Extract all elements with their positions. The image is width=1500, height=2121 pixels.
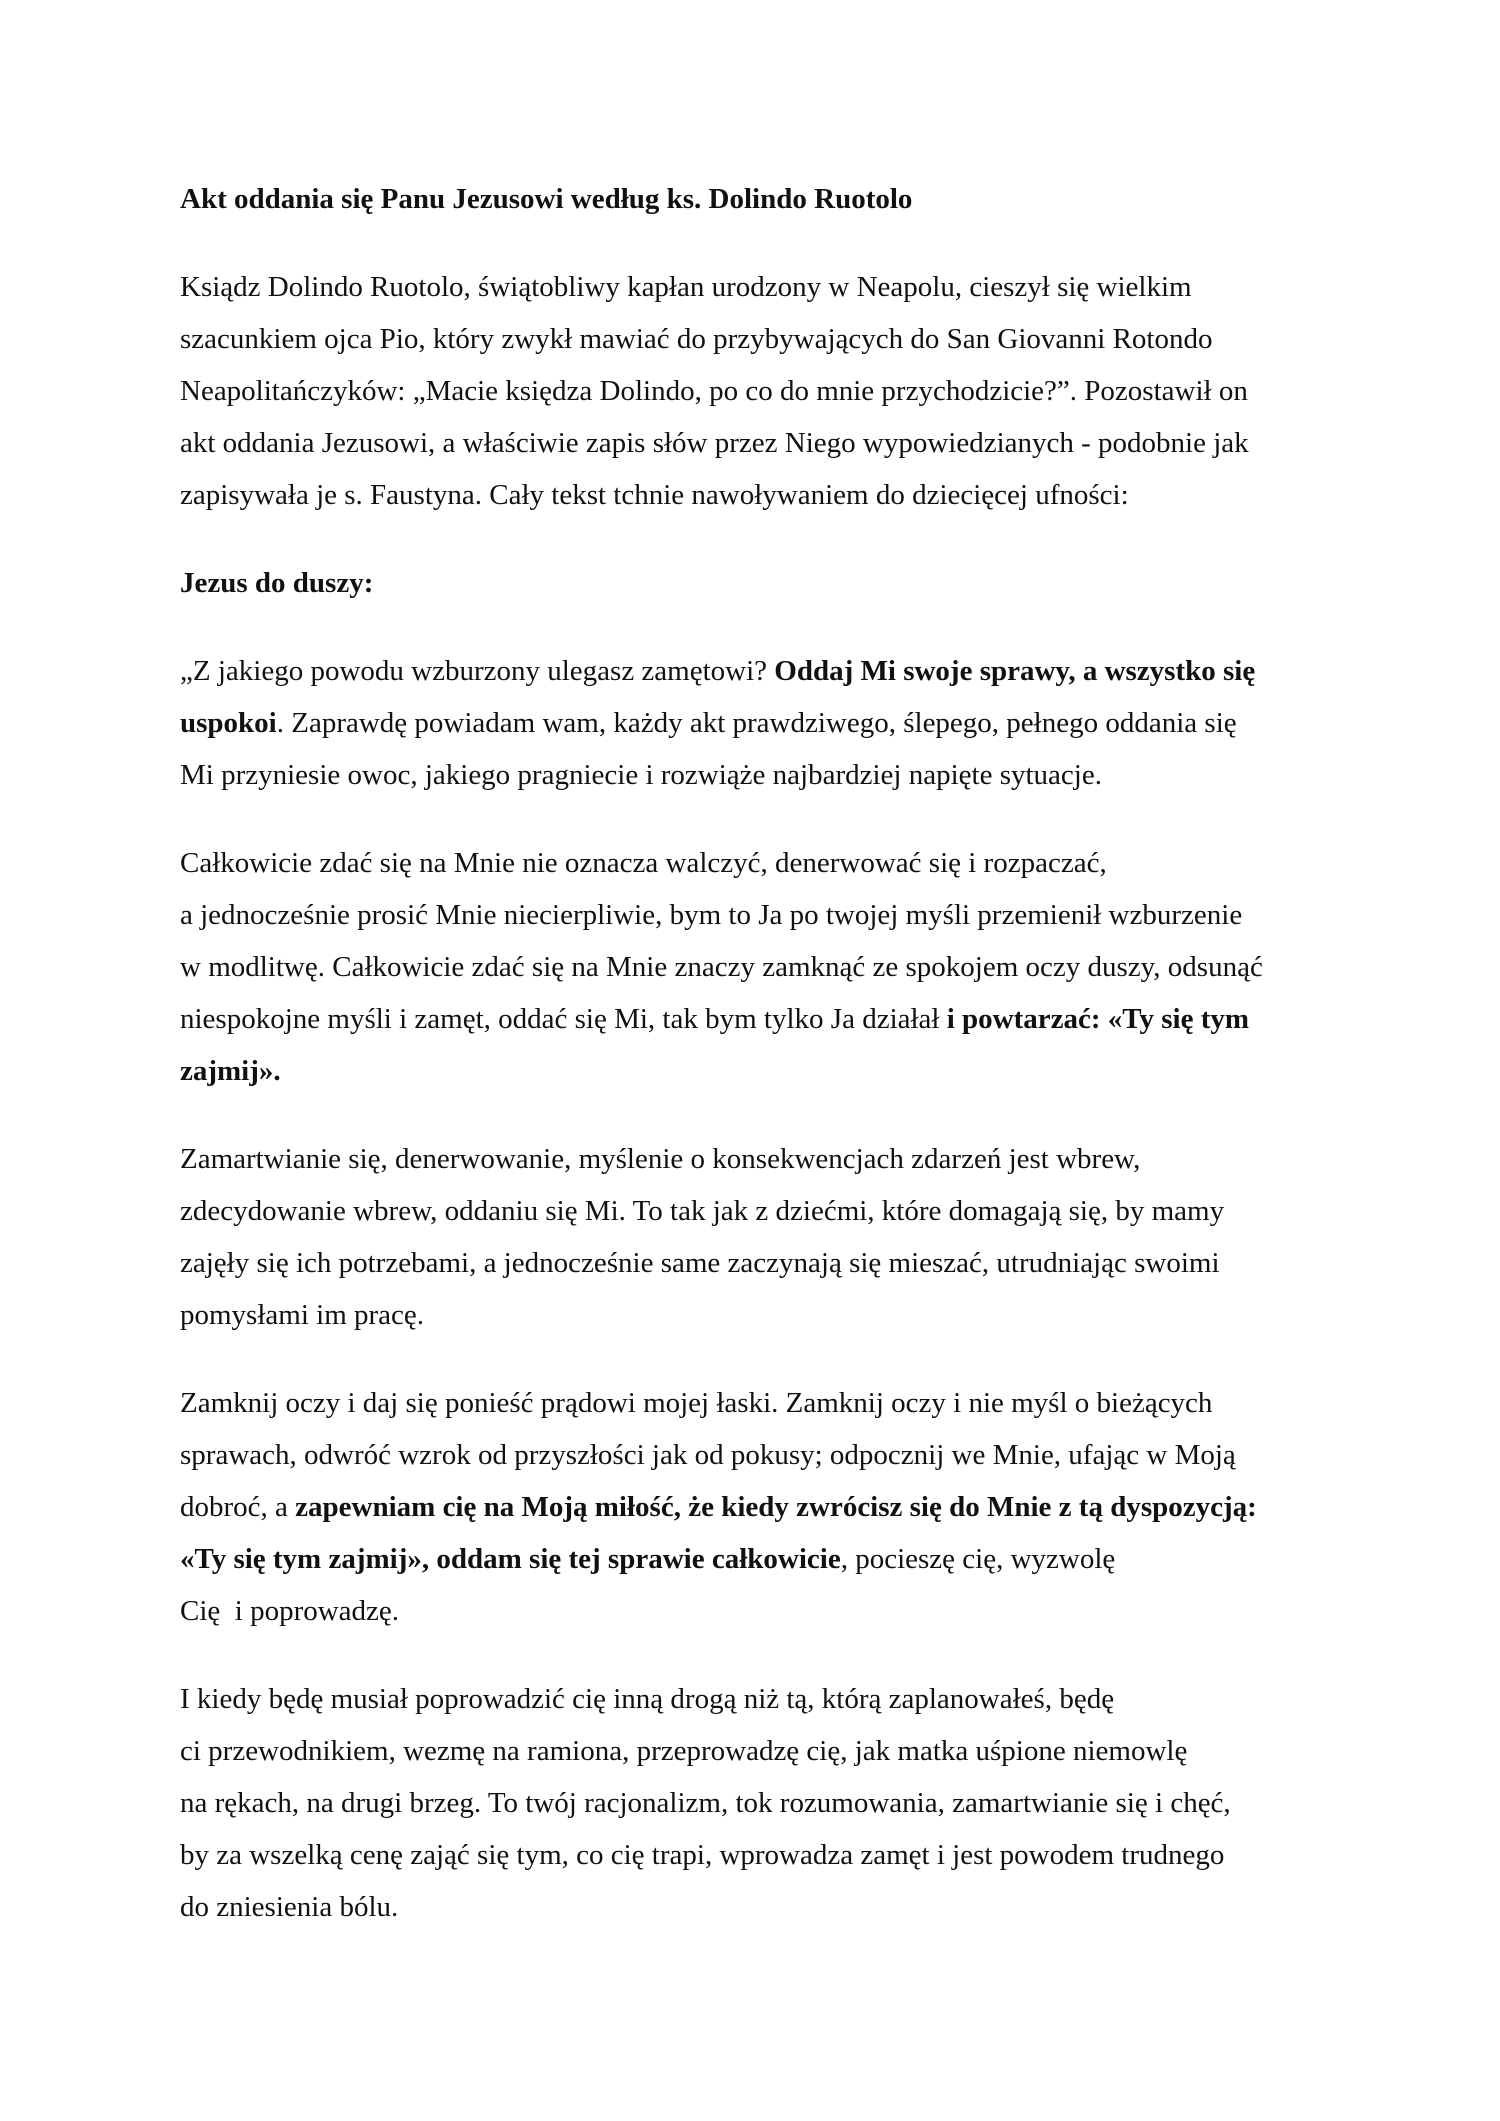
text-segment: zapisywała je s. Faustyna. Cały tekst tchnie nawoływaniem do dziecięcej ufności:	[180, 479, 1129, 511]
bold-text: Jezus do duszy:	[180, 567, 374, 599]
bold-text: «Ty się tym zajmij», oddam się tej sprawie całkowicie	[180, 1543, 841, 1575]
text-segment: pomysłami im pracę.	[180, 1299, 425, 1331]
text-line	[180, 1725, 1360, 1777]
bold-text: Oddaj Mi swoje sprawy, a wszystko się	[774, 655, 1256, 687]
document-body	[180, 261, 1360, 1933]
paragraph	[180, 837, 1360, 1097]
text-line	[180, 1377, 1360, 1429]
text-segment: szacunkiem ojca Pio, który zwykł mawiać do przybywających do San Giovanni Rotondo	[180, 323, 1213, 355]
text-line	[180, 1481, 1360, 1533]
paragraph	[180, 1377, 1360, 1637]
paragraph	[180, 261, 1360, 521]
text-segment: Neapolitańczyków: „Macie księdza Dolindo, po co do mnie przychodzicie?”. Pozostawił on	[180, 375, 1248, 407]
text-line	[180, 889, 1360, 941]
text-line	[180, 645, 1360, 697]
text-line	[180, 1777, 1360, 1829]
paragraph	[180, 1133, 1360, 1341]
text-segment: sprawach, odwróć wzrok od przyszłości jak od pokusy; odpocznij we Mnie, ufając w Moją	[180, 1439, 1236, 1471]
text-line	[180, 261, 1360, 313]
paragraph	[180, 1673, 1360, 1933]
bold-text: zapewniam cię na Moją miłość, że kiedy zwrócisz się do Mnie z tą dyspozycją:	[295, 1491, 1257, 1523]
text-line	[180, 1673, 1360, 1725]
document-title: Akt oddania się Panu Jezusowi według ks. Dolindo Ruotolo	[180, 183, 913, 215]
text-line	[180, 993, 1360, 1045]
text-line	[180, 1185, 1360, 1237]
text-segment: Zamartwianie się, denerwowanie, myślenie o konsekwencjach zdarzeń jest wbrew,	[180, 1143, 1141, 1175]
text-line	[180, 417, 1360, 469]
text-line	[180, 1881, 1360, 1933]
text-segment: Cię i poprowadzę.	[180, 1595, 400, 1627]
text-line	[180, 749, 1360, 801]
text-segment: do zniesienia bólu.	[180, 1891, 399, 1923]
text-line	[180, 1585, 1360, 1637]
text-segment: dobroć, a	[180, 1491, 296, 1523]
text-line	[180, 1829, 1360, 1881]
text-segment: na rękach, na drugi brzeg. To twój racjonalizm, tok rozumowania, zamartwianie się i chęć,	[180, 1787, 1231, 1819]
text-segment: , pocieszę cię, wyzwolę	[840, 1543, 1116, 1575]
text-line	[180, 941, 1360, 993]
text-segment: zdecydowanie wbrew, oddaniu się Mi. To tak jak z dziećmi, które domagają się, by mamy	[180, 1195, 1225, 1227]
text-segment: ci przewodnikiem, wezmę na ramiona, przeprowadzę cię, jak matka uśpione niemowlę	[180, 1735, 1188, 1767]
text-segment: Ksiądz Dolindo Ruotolo, świątobliwy kapłan urodzony w Neapolu, cieszył się wielkim	[180, 271, 1192, 303]
text-line	[180, 313, 1360, 365]
text-line	[180, 557, 1360, 609]
text-line	[180, 365, 1360, 417]
document-page	[180, 173, 1360, 1933]
text-segment: „Z jakiego powodu wzburzony ulegasz zamętowi?	[180, 655, 775, 687]
text-segment: w modlitwę. Całkowicie zdać się na Mnie znaczy zamknąć ze spokojem oczy duszy, odsunąć	[180, 951, 1263, 983]
bold-text: zajmij».	[180, 1055, 281, 1087]
text-segment: akt oddania Jezusowi, a właściwie zapis słów przez Niego wypowiedzianych - podobnie jak	[180, 427, 1249, 459]
text-line	[180, 1045, 1360, 1097]
bold-text: uspokoi	[180, 707, 277, 739]
text-line	[180, 1237, 1360, 1289]
text-line	[180, 1289, 1360, 1341]
text-line	[180, 697, 1360, 749]
text-segment: a jednocześnie prosić Mnie niecierpliwie, bym to Ja po twojej myśli przemienił wzburzenie	[180, 899, 1243, 931]
paragraph	[180, 645, 1360, 801]
text-segment: zajęły się ich potrzebami, a jednocześnie same zaczynają się mieszać, utrudniając swoimi	[180, 1247, 1220, 1279]
text-line	[180, 1533, 1360, 1585]
bold-text: i powtarzać: «Ty się tym	[946, 1003, 1250, 1035]
text-segment: I kiedy będę musiał poprowadzić cię inną drogą niż tą, którą zaplanowałeś, będę	[180, 1683, 1115, 1715]
text-segment: Całkowicie zdać się na Mnie nie oznacza walczyć, denerwować się i rozpaczać,	[180, 847, 1107, 879]
text-line	[180, 1133, 1360, 1185]
section-heading	[180, 557, 1360, 609]
text-line	[180, 837, 1360, 889]
text-segment: by za wszelką cenę zająć się tym, co cię trapi, wprowadza zamęt i jest powodem trudnego	[180, 1839, 1225, 1871]
text-segment: Zamknij oczy i daj się ponieść prądowi mojej łaski. Zamknij oczy i nie myśl o bieżących	[180, 1387, 1213, 1419]
text-segment: . Zaprawdę powiadam wam, każdy akt prawdziwego, ślepego, pełnego oddania się	[276, 707, 1237, 739]
text-line	[180, 1429, 1360, 1481]
text-segment: niespokojne myśli i zamęt, oddać się Mi, tak bym tylko Ja działał	[180, 1003, 947, 1035]
text-line	[180, 469, 1360, 521]
text-segment: Mi przyniesie owoc, jakiego pragniecie i rozwiąże najbardziej napięte sytuacje.	[180, 759, 1102, 791]
